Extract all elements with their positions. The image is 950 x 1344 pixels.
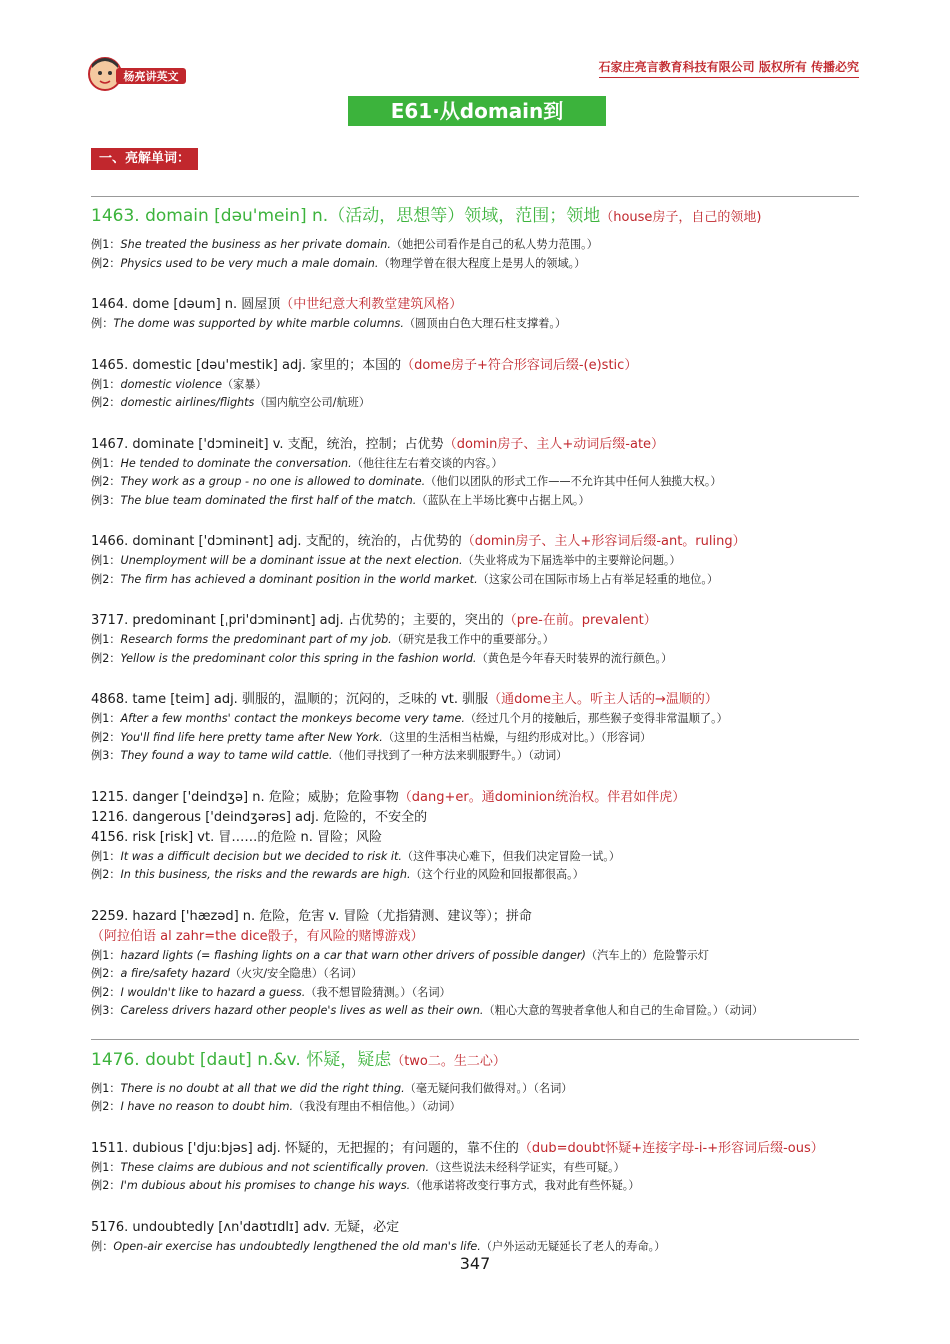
example-translation: （黄色是今年春天时装界的流行颜色。） <box>476 651 673 665</box>
example-english: I wouldn't like to hazard a guess. <box>120 985 306 999</box>
example-sentence <box>91 1080 861 1099</box>
example-english: I have no reason to doubt him. <box>120 1100 294 1113</box>
etymology-note: （阿拉伯语 al zahr=the dice骰子，有风险的赌博游戏） <box>91 928 424 944</box>
logo <box>88 54 190 94</box>
example-translation: （户外运动无疑延长了老人的寿命。） <box>480 1239 666 1253</box>
example-label: 例1： <box>91 377 121 391</box>
example-translation: （物理学曾在很大程度上是男人的领域。） <box>378 256 586 270</box>
example-translation: （圆顶由白色大理石柱支撑着。） <box>403 317 567 330</box>
headword: 1476. doubt [daut] n.&v. 怀疑，疑虑 <box>91 1049 392 1070</box>
example-english: The dome was supported by white marble columns. <box>113 317 404 330</box>
entry-text: 1511. dubious ['dju:bjəs] adj. 怀疑的，无把握的；有问题的，靠不住的 <box>91 1140 519 1156</box>
example-english: Open-air exercise has undoubtedly lengthened the old man's life. <box>113 1239 481 1253</box>
example-label: 例2： <box>91 396 121 409</box>
example-english: a fire/safety hazard <box>120 967 230 980</box>
example-label: 例2： <box>91 1100 121 1113</box>
example-translation: （蓝队在上半场比赛中占据上风。） <box>416 493 590 507</box>
example-label: 例1： <box>91 456 121 470</box>
entry-text: 1466. dominant ['dɔminənt] adj. 支配的，统治的，占优势的 <box>91 534 462 549</box>
word-entry <box>91 295 861 315</box>
entry-text: 1216. dangerous ['deindʒərəs] adj. 危险的，不安全的 <box>91 809 428 825</box>
etymology-note: （pre-在前。prevalent） <box>503 613 657 628</box>
headword: 1463. domain [dəu'mein] n.（活动，思想等）领域，范围；领地 <box>91 206 601 226</box>
example-english: The blue team dominated the first half of the match. <box>120 493 417 507</box>
example-sentence <box>91 315 861 334</box>
example-label: 例1： <box>91 633 121 646</box>
example-translation: （粗心大意的驾驶者拿他人和自己的生命冒险。）（动词） <box>483 1004 764 1017</box>
word-entry <box>91 690 861 710</box>
example-translation: （失业将成为下届选举中的主要辩论问题。） <box>462 554 681 567</box>
word-entry <box>91 907 861 947</box>
example-label: 例3： <box>91 493 121 507</box>
example-translation: （她把公司看作是自己的私人势力范围。） <box>390 238 598 251</box>
example-sentence <box>91 747 861 766</box>
example-sentence <box>91 650 861 669</box>
example-english: Careless drivers hazard other people's lives as well as their own. <box>120 1004 484 1017</box>
example-translation: （这里的生活相当枯燥，与纽约形成对比。）（形容词） <box>382 730 652 744</box>
example-sentence <box>91 848 861 867</box>
example-label: 例： <box>91 1239 114 1253</box>
word-entry <box>91 808 861 828</box>
example-translation: （这些说法未经科学证实，有些可疑。） <box>429 1160 625 1174</box>
example-sentence <box>91 1159 861 1178</box>
example-sentence <box>91 1177 861 1196</box>
entry-text: 1465. domestic [dəu'mestik] adj. 家里的；本国的 <box>91 357 402 373</box>
entry-text: 1464. dome [dəum] n. 圆屋顶 <box>91 297 281 312</box>
word-entry <box>91 435 861 455</box>
etymology-note: （通dome主人。听主人话的→温顺的） <box>488 692 718 707</box>
example-label: 例： <box>91 317 114 330</box>
example-english: You'll find life here pretty tame after New York. <box>120 730 383 744</box>
etymology-note: （中世纪意大利教堂建筑风格） <box>280 297 463 312</box>
example-sentence <box>91 455 861 474</box>
example-sentence <box>91 631 861 650</box>
example-label: 例2： <box>91 1179 121 1192</box>
example-translation: （他往往左右着交谈的内容。） <box>351 456 503 470</box>
word-group-heading <box>91 204 861 230</box>
word-entry <box>91 788 861 808</box>
etymology-note: （two二。生二心） <box>391 1053 506 1069</box>
copyright-notice: 石家庄亮言教育科技有限公司 版权所有 传播必究 <box>599 58 859 78</box>
entry-text: 1467. dominate ['dɔmineit] v. 支配，统治，控制；占优势 <box>91 436 444 452</box>
word-entry <box>91 532 861 552</box>
example-label: 例1： <box>91 238 121 251</box>
word-entry <box>91 1139 861 1159</box>
example-translation: （他们以团队的形式工作——不允许其中任何人独揽大权。） <box>425 475 722 488</box>
example-english: They found a way to tame wild cattle. <box>120 749 333 762</box>
example-translation: （毫无疑问我们做得对。）（名词） <box>404 1081 573 1095</box>
entry-text: 2259. hazard ['hæzəd] n. 危险，危害 v. 冒险（尤指猜测、建议等）；拼命 <box>91 908 532 924</box>
example-translation: （这件事决心难下，但我们决定冒险一试。） <box>401 849 621 863</box>
example-english: They work as a group - no one is allowed to dominate. <box>120 475 426 488</box>
word-entry <box>91 828 861 848</box>
example-sentence <box>91 473 861 492</box>
example-sentence <box>91 710 861 729</box>
example-english: The firm has achieved a dominant position in the world market. <box>120 572 478 586</box>
example-english: Research forms the predominant part of my job. <box>120 633 392 646</box>
example-label: 例1： <box>91 1081 121 1095</box>
example-label: 例1： <box>91 554 121 567</box>
entry-text: 5176. undoubtedly [ʌn'daʊtɪdlɪ] adv. 无疑，必定 <box>91 1219 400 1235</box>
example-sentence <box>91 1098 861 1117</box>
example-label: 例2： <box>91 868 121 881</box>
example-english: I'm dubious about his promises to change his ways. <box>120 1179 411 1192</box>
etymology-note: （domin房子、主人+形容词后缀-ant。ruling） <box>461 534 746 549</box>
example-english: hazard lights (= flashing lights on a car that warn other drivers of possible danger) <box>120 948 586 962</box>
example-english: There is no doubt at all that we did the right thing. <box>120 1081 405 1095</box>
entry-text: 4868. tame [teim] adj. 驯服的，温顺的；沉闷的，乏味的 vt. 驯服 <box>91 692 489 707</box>
example-translation: （汽车上的）危险警示灯 <box>585 948 709 962</box>
etymology-note: （dome房子+符合形容词后缀-(e)stic） <box>401 357 638 373</box>
example-english: In this business, the risks and the rewards are high. <box>120 868 411 881</box>
entry-text: 3717. predominant [ˌpri'dɔminənt] adj. 占优势的；主要的，突出的 <box>91 613 504 628</box>
section-heading: 一、亮解单词： <box>91 148 198 170</box>
example-english: He tended to dominate the conversation. <box>120 456 352 470</box>
example-english: Physics used to be very much a male domain. <box>120 256 379 270</box>
example-sentence <box>91 552 861 571</box>
example-translation: （他承诺将改变行事方式，我对此有些怀疑。） <box>410 1179 640 1192</box>
example-sentence <box>91 236 861 255</box>
example-label: 例2： <box>91 572 121 586</box>
divider <box>91 196 859 197</box>
example-sentence <box>91 866 861 885</box>
example-sentence <box>91 255 861 274</box>
example-label: 例2： <box>91 256 121 270</box>
example-sentence <box>91 1002 861 1021</box>
etymology-note: （dub=doubt怀疑+连接字母-i-+形容词后缀-ous） <box>518 1140 824 1156</box>
example-sentence <box>91 492 861 511</box>
etymology-note: （house房子，自己的领地) <box>600 210 762 225</box>
example-english: Unemployment will be a dominant issue at the next election. <box>120 554 463 567</box>
example-sentence <box>91 984 861 1003</box>
example-label: 例3： <box>91 1004 121 1017</box>
example-sentence <box>91 571 861 590</box>
vocabulary-content <box>91 204 861 1256</box>
etymology-note: （domin房子、主人+动词后缀-ate） <box>443 436 665 452</box>
example-english: domestic violence <box>120 377 222 391</box>
example-sentence <box>91 965 861 984</box>
example-label: 例2： <box>91 985 121 999</box>
example-sentence <box>91 729 861 748</box>
example-label: 例1： <box>91 1160 121 1174</box>
example-translation: （这家公司在国际市场上占有举足轻重的地位。） <box>477 572 719 586</box>
example-label: 例1： <box>91 712 121 725</box>
example-label: 例1： <box>91 849 121 863</box>
example-translation: （国内航空公司/航班） <box>254 396 371 409</box>
example-translation: （火灾/安全隐患）（名词） <box>229 967 363 980</box>
etymology-note: （dang+er。通dominion统治权。伴君如伴虎） <box>398 789 686 805</box>
example-sentence <box>91 947 861 966</box>
word-entry <box>91 1218 861 1238</box>
example-translation: （我不想冒险猜测。）（名词） <box>305 985 451 999</box>
example-label: 例2： <box>91 651 121 665</box>
example-translation: （经过几个月的接触后，那些猴子变得非常温顺了。） <box>464 712 728 725</box>
example-translation: （研究是我工作中的重要部分。） <box>391 633 554 646</box>
logo-text: 杨亮讲英文 <box>123 70 179 83</box>
page-number: 347 <box>459 1254 491 1273</box>
example-english: domestic airlines/flights <box>120 396 255 409</box>
example-english: Yellow is the predominant color this spring in the fashion world. <box>120 651 477 665</box>
example-label: 例1： <box>91 948 121 962</box>
page-title: E61·从domain到durable <box>348 96 606 126</box>
example-english: It was a difficult decision but we decided to risk it. <box>120 849 402 863</box>
example-translation: （家暴） <box>221 377 267 391</box>
example-label: 例2： <box>91 730 121 744</box>
example-translation: （这个行业的风险和回报都很高。） <box>410 868 584 881</box>
example-sentence <box>91 376 861 395</box>
example-english: After a few months' contact the monkeys become very tame. <box>120 712 465 725</box>
example-label: 例2： <box>91 967 121 980</box>
example-english: She treated the business as her private domain. <box>120 238 391 251</box>
entry-text: 1215. danger ['deindʒə] n. 危险；威胁；危险事物 <box>91 789 399 805</box>
entry-text: 4156. risk [risk] vt. 冒……的危险 n. 冒险；风险 <box>91 829 382 845</box>
word-entry <box>91 356 861 376</box>
example-label: 例2： <box>91 475 121 488</box>
example-english: These claims are dubious and not scientifically proven. <box>120 1160 430 1174</box>
example-label: 例3： <box>91 749 121 762</box>
example-sentence <box>91 394 861 413</box>
example-translation: （我没有理由不相信他。）（动词） <box>293 1100 461 1113</box>
example-translation: （他们寻找到了一种方法来驯服野牛。）（动词） <box>332 749 568 762</box>
word-group-heading <box>91 1048 861 1074</box>
word-entry <box>91 611 861 631</box>
